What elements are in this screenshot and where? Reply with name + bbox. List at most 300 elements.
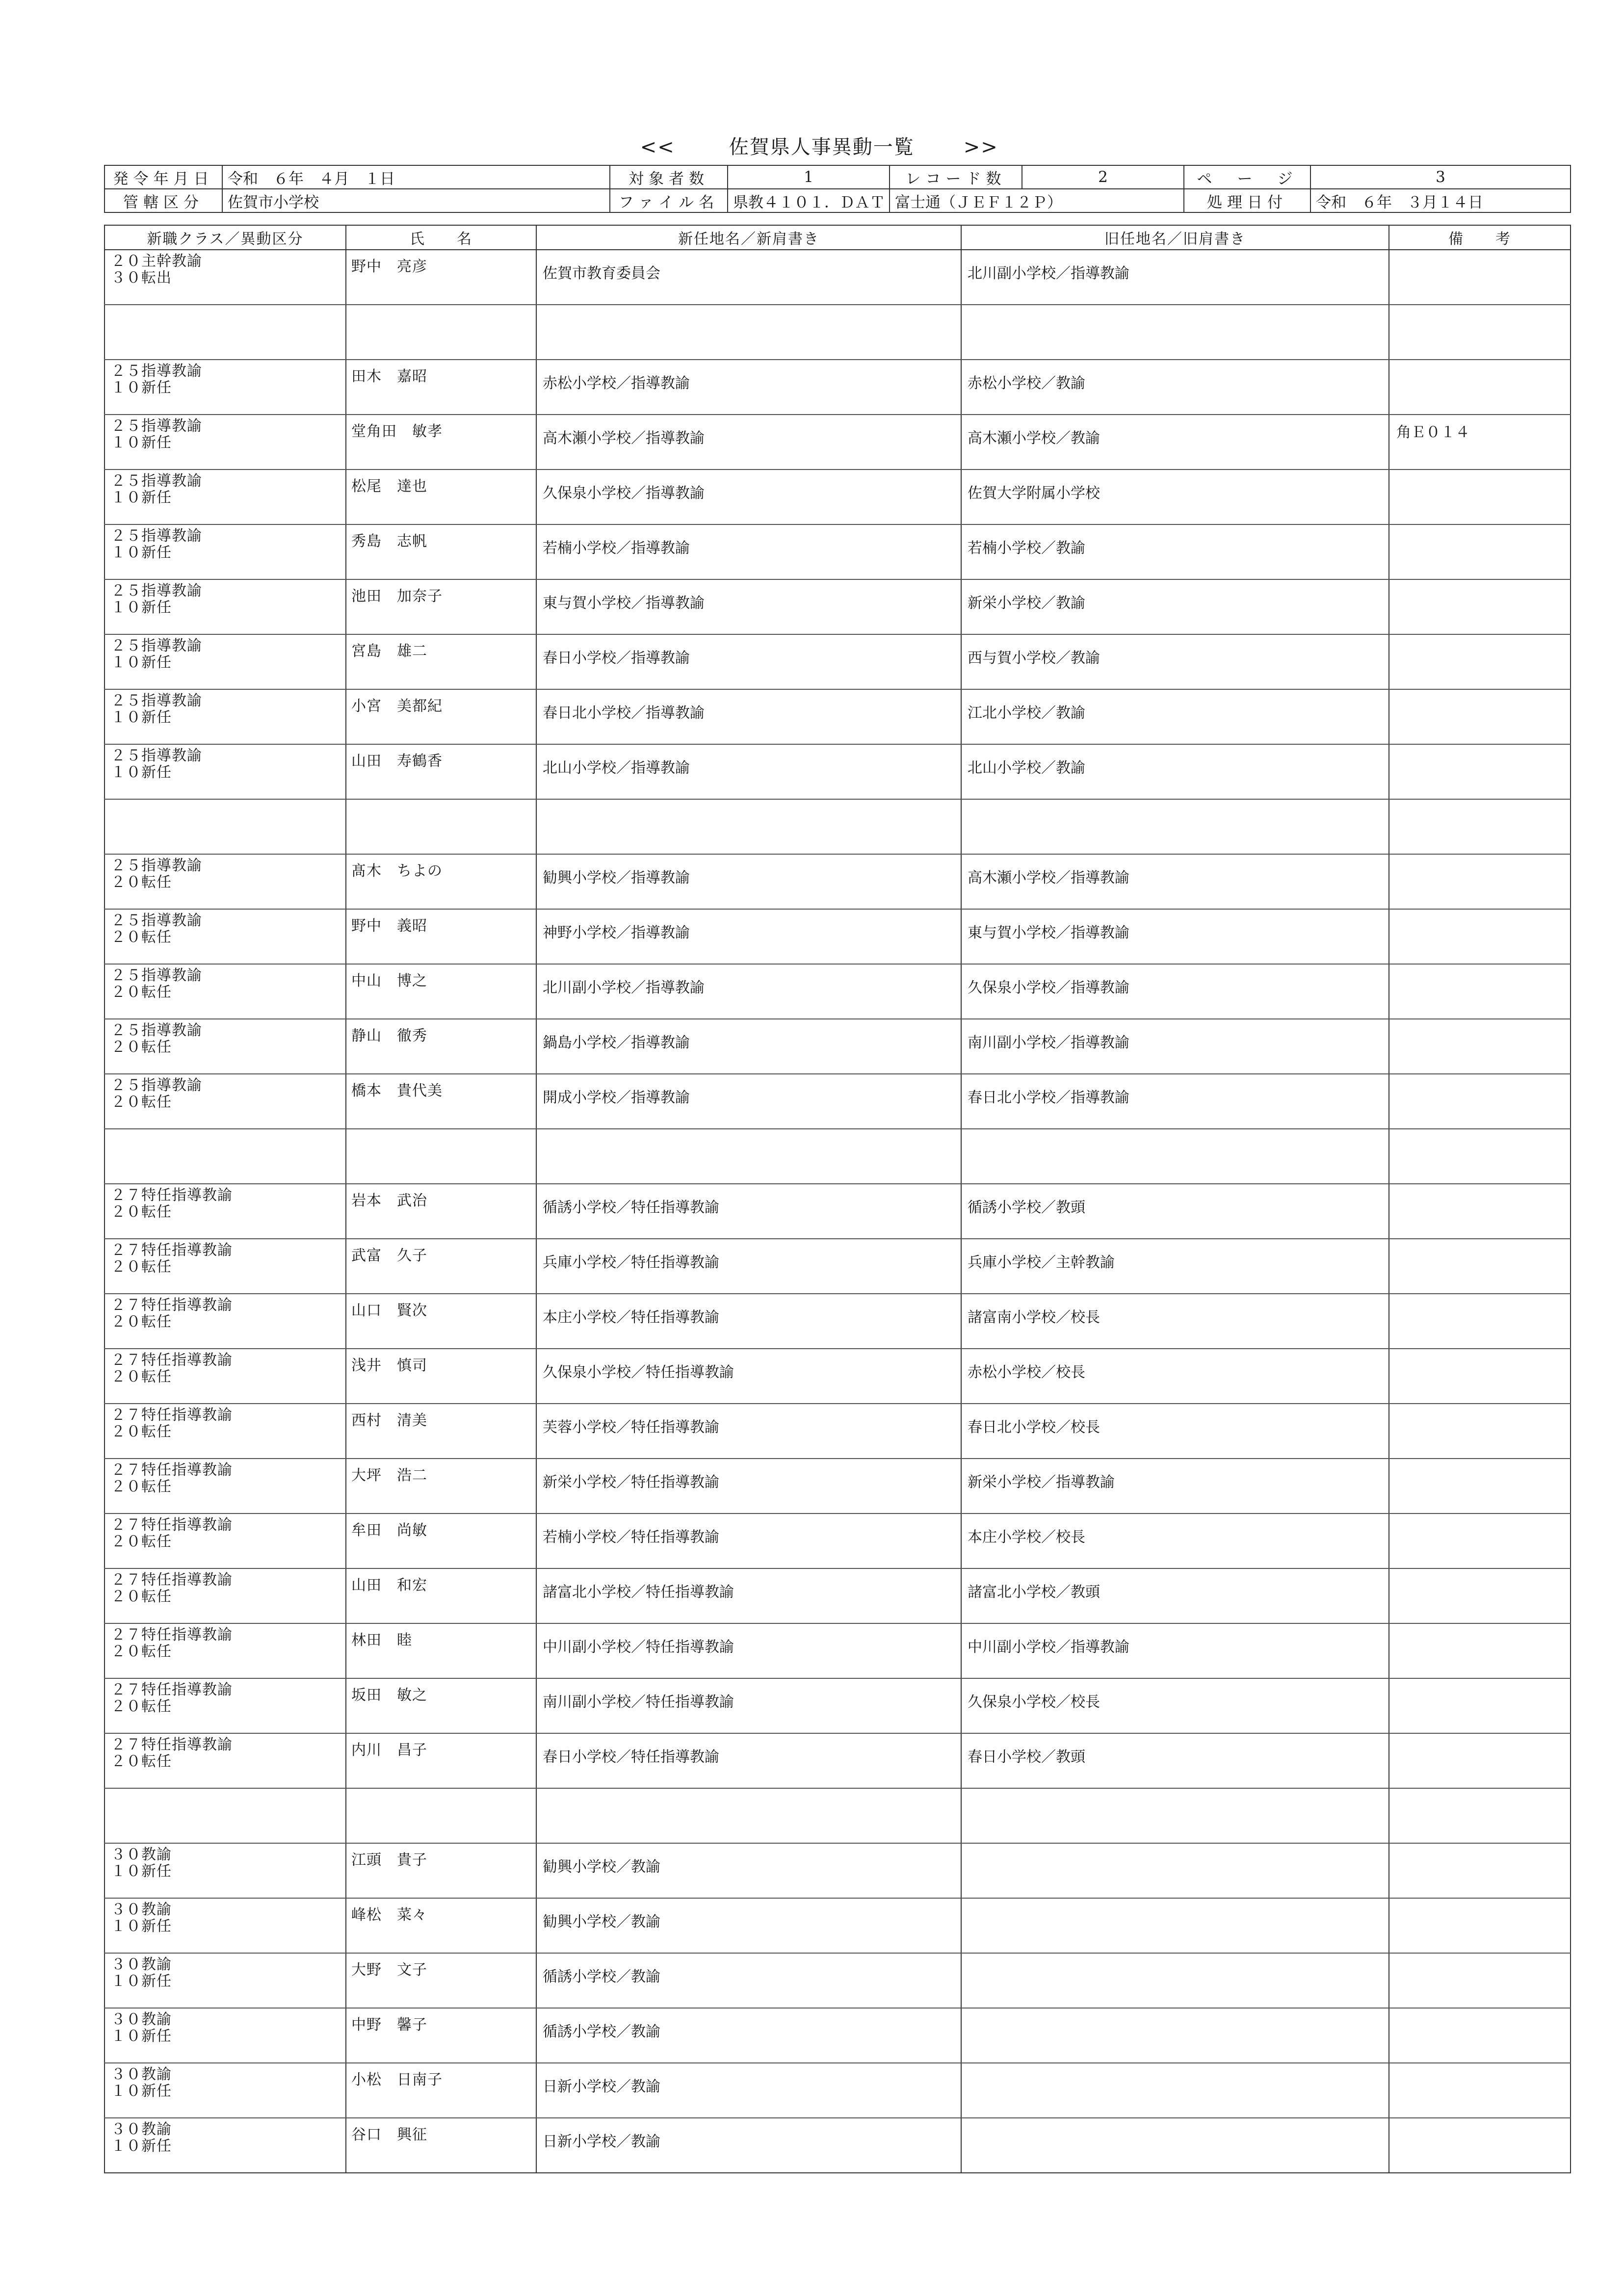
class-cell — [105, 1129, 346, 1184]
name-cell-text: 小松 日南子 — [351, 2071, 443, 2088]
class-cell — [105, 250, 346, 305]
header-row-1 — [105, 165, 1571, 189]
old-post-cell — [961, 634, 1389, 689]
old-post-cell-text — [962, 1899, 1388, 1909]
new-post-cell — [536, 2008, 961, 2063]
old-post-cell — [961, 305, 1389, 360]
header-row-2 — [105, 189, 1571, 212]
new-post-cell — [536, 415, 961, 470]
class-cell-text: ２５指導教諭 １０新任 — [111, 582, 202, 616]
name-cell — [346, 799, 536, 854]
name-cell — [346, 1184, 536, 1239]
class-cell — [105, 1953, 346, 2008]
new-post-cell-text: 春日北小学校／指導教諭 — [543, 704, 705, 722]
new-post-cell-text: 循誘小学校／特任指導教諭 — [543, 1199, 719, 1216]
old-post-cell-text: 高木瀬小学校／指導教諭 — [968, 869, 1129, 887]
old-post-cell — [961, 1843, 1389, 1898]
class-cell — [105, 634, 346, 689]
remarks-cell — [1389, 1074, 1571, 1129]
old-post-cell-text: 新栄小学校／教諭 — [968, 595, 1085, 612]
remarks-cell-text: 角Ｅ０１４ — [1396, 424, 1470, 441]
remarks-cell — [1389, 1733, 1571, 1788]
remarks-cell-text — [1389, 1404, 1570, 1409]
old-post-cell — [961, 1953, 1389, 2008]
table-row — [105, 1129, 1571, 1184]
remarks-cell — [1389, 964, 1571, 1019]
class-cell-text: ２７特任指導教諭 ２０転任 — [111, 1571, 233, 1605]
new-post-cell — [536, 854, 961, 909]
table-row — [105, 799, 1571, 854]
table-row — [105, 1788, 1571, 1843]
old-post-cell — [961, 1074, 1389, 1129]
new-post-cell-text: 高木瀬小学校／指導教諭 — [543, 430, 705, 447]
document-title — [0, 109, 1624, 159]
name-cell — [346, 1129, 536, 1184]
name-cell-text: 秀島 志帆 — [351, 533, 427, 550]
old-post-cell — [961, 1459, 1389, 1513]
table-row — [105, 909, 1571, 964]
old-post-cell — [961, 1788, 1389, 1843]
new-post-cell — [536, 1953, 961, 2008]
new-post-cell-text: 日新小学校／教諭 — [543, 2078, 660, 2095]
name-cell-text: 中山 博之 — [351, 972, 427, 990]
col-header-old-post: 旧任地名／旧肩書き — [961, 225, 1389, 250]
old-post-cell-text: 北山小学校／教諭 — [968, 759, 1085, 777]
remarks-cell — [1389, 854, 1571, 909]
table-row — [105, 1843, 1571, 1898]
remarks-cell — [1389, 1294, 1571, 1349]
jurisdiction-label: 管轄区分 — [105, 189, 222, 212]
remarks-cell-text — [1389, 1129, 1570, 1134]
new-post-cell — [536, 799, 961, 854]
remarks-cell — [1389, 415, 1571, 470]
name-cell — [346, 689, 536, 744]
class-cell-text: ３０教諭 １０新任 — [111, 1846, 172, 1880]
old-post-cell-text: 赤松小学校／校長 — [968, 1364, 1085, 1381]
remarks-cell-text — [1389, 360, 1570, 365]
table-row — [105, 1733, 1571, 1788]
new-post-cell-text — [537, 1129, 961, 1140]
process-date-value: 令和 ６年 ３月１４日 — [1310, 189, 1571, 212]
remarks-cell-text — [1389, 1184, 1570, 1189]
class-cell — [105, 1898, 346, 1953]
class-cell-text: ２７特任指導教諭 ２０転任 — [111, 1407, 233, 1440]
remarks-cell — [1389, 524, 1571, 579]
class-cell-text: ３０教諭 １０新任 — [111, 2066, 172, 2100]
new-post-cell-text: 東与賀小学校／指導教諭 — [543, 595, 705, 612]
new-post-cell-text: 循誘小学校／教諭 — [543, 2023, 660, 2040]
new-post-cell-text: 佐賀市教育委員会 — [543, 265, 660, 282]
remarks-cell-text — [1389, 635, 1570, 640]
name-cell — [346, 524, 536, 579]
table-row — [105, 964, 1571, 1019]
old-post-cell — [961, 250, 1389, 305]
page-label: ペ ー ジ — [1184, 165, 1310, 189]
new-post-cell — [536, 2118, 961, 2173]
col-header-remarks: 備 考 — [1389, 225, 1571, 250]
new-post-cell-text: 赤松小学校／指導教諭 — [543, 375, 690, 392]
new-post-cell-text — [537, 800, 961, 810]
target-count-value: 1 — [728, 165, 890, 189]
old-post-cell — [961, 1349, 1389, 1404]
new-post-cell — [536, 1184, 961, 1239]
name-cell — [346, 1843, 536, 1898]
col-header-name: 氏 名 — [346, 225, 536, 250]
new-post-cell-text: 南川副小学校／特任指導教諭 — [543, 1694, 734, 1711]
new-post-cell-text: 久保泉小学校／指導教諭 — [543, 485, 705, 502]
class-cell — [105, 1404, 346, 1459]
remarks-cell — [1389, 1513, 1571, 1568]
remarks-cell-text — [1389, 1459, 1570, 1464]
name-cell-text — [346, 1129, 536, 1133]
remarks-cell — [1389, 1623, 1571, 1678]
class-cell-text: ２５指導教諭 ２０転任 — [111, 912, 202, 946]
old-post-cell — [961, 689, 1389, 744]
old-post-cell-text: 新栄小学校／指導教諭 — [968, 1474, 1115, 1491]
file-name-value: 県教４１０１．ＤＡＴ — [728, 189, 890, 212]
old-post-cell-text: 久保泉小学校／指導教諭 — [968, 979, 1129, 996]
remarks-cell-text — [1389, 1679, 1570, 1684]
class-cell — [105, 1568, 346, 1623]
class-cell-text: ３０教諭 １０新任 — [111, 1901, 172, 1935]
file-name-label: ファイル名 — [610, 189, 728, 212]
class-cell — [105, 1019, 346, 1074]
name-cell-text: 山田 和宏 — [351, 1577, 427, 1594]
name-cell — [346, 1459, 536, 1513]
old-post-cell — [961, 744, 1389, 799]
old-post-cell — [961, 1239, 1389, 1294]
table-row — [105, 579, 1571, 634]
name-cell-text: 坂田 敏之 — [351, 1687, 427, 1704]
remarks-cell-text — [1389, 250, 1570, 255]
new-post-cell-text: 循誘小学校／教諭 — [543, 1968, 660, 1985]
table-row — [105, 415, 1571, 470]
table-row — [105, 854, 1571, 909]
old-post-cell-text: 中川副小学校／指導教諭 — [968, 1639, 1129, 1656]
name-cell-text: 武富 久子 — [351, 1247, 427, 1264]
name-cell-text: 野中 亮彦 — [351, 258, 427, 275]
remarks-cell-text — [1389, 800, 1570, 805]
remarks-cell — [1389, 1459, 1571, 1513]
name-cell-text: 松尾 達也 — [351, 478, 427, 495]
class-cell-text: ２７特任指導教諭 ２０転任 — [111, 1516, 233, 1550]
remarks-cell — [1389, 909, 1571, 964]
old-post-cell — [961, 524, 1389, 579]
new-post-cell-text: 日新小学校／教諭 — [543, 2133, 660, 2150]
old-post-cell — [961, 1513, 1389, 1568]
class-cell — [105, 964, 346, 1019]
new-post-cell — [536, 634, 961, 689]
new-post-cell — [536, 909, 961, 964]
table-row — [105, 250, 1571, 305]
new-post-cell-text: 勧興小学校／教諭 — [543, 1913, 660, 1931]
process-date-label: 処理日付 — [1184, 189, 1310, 212]
old-post-cell-text: 春日北小学校／校長 — [968, 1419, 1100, 1436]
remarks-cell — [1389, 689, 1571, 744]
old-post-cell — [961, 1019, 1389, 1074]
class-cell-text: ２７特任指導教諭 ２０転任 — [111, 1736, 233, 1770]
class-cell-text — [105, 305, 345, 308]
class-cell — [105, 305, 346, 360]
name-cell-text: 静山 徹秀 — [351, 1027, 427, 1044]
name-cell — [346, 1404, 536, 1459]
name-cell — [346, 1568, 536, 1623]
table-row — [105, 1513, 1571, 1568]
old-post-cell-text: 春日北小学校／指導教諭 — [968, 1089, 1129, 1106]
remarks-cell-text — [1389, 1569, 1570, 1574]
class-cell-text: ３０教諭 １０新任 — [111, 2121, 172, 2155]
remarks-cell — [1389, 1568, 1571, 1623]
name-cell-text: 西村 清美 — [351, 1412, 427, 1429]
new-post-cell-text: 鍋島小学校／指導教諭 — [543, 1034, 690, 1051]
new-post-cell — [536, 1294, 961, 1349]
class-cell-text: ２７特任指導教諭 ２０転任 — [111, 1352, 233, 1385]
new-post-cell-text: 新栄小学校／特任指導教諭 — [543, 1474, 719, 1491]
table-row — [105, 1459, 1571, 1513]
new-post-cell — [536, 470, 961, 524]
name-cell — [346, 1788, 536, 1843]
remarks-cell — [1389, 1898, 1571, 1953]
name-cell — [346, 579, 536, 634]
remarks-cell — [1389, 2008, 1571, 2063]
class-cell — [105, 470, 346, 524]
class-cell — [105, 1184, 346, 1239]
old-post-cell-text: 若楠小学校／教諭 — [968, 540, 1085, 557]
old-post-cell — [961, 2063, 1389, 2118]
old-post-cell-text — [962, 1954, 1388, 1964]
name-cell-text: 内川 昌子 — [351, 1742, 427, 1759]
class-cell-text: ２７特任指導教諭 ２０転任 — [111, 1626, 233, 1660]
new-post-cell — [536, 1129, 961, 1184]
old-post-cell-text — [962, 2063, 1388, 2074]
class-cell — [105, 524, 346, 579]
old-post-cell-text: 赤松小学校／教諭 — [968, 375, 1085, 392]
class-cell-text: ２５指導教諭 ２０転任 — [111, 967, 202, 1001]
new-post-cell — [536, 2063, 961, 2118]
name-cell — [346, 1239, 536, 1294]
new-post-cell — [536, 1843, 961, 1898]
title-text: 佐賀県人事異動一覧 — [729, 136, 915, 158]
name-cell-text: 中野 馨子 — [351, 2016, 427, 2034]
remarks-cell-text — [1389, 1514, 1570, 1519]
name-cell-text: 宮島 雄二 — [351, 643, 427, 660]
table-row — [105, 634, 1571, 689]
remarks-cell-text — [1389, 1954, 1570, 1958]
class-cell-text: ２５指導教諭 １０新任 — [111, 527, 202, 561]
old-post-cell — [961, 360, 1389, 415]
remarks-cell — [1389, 579, 1571, 634]
remarks-cell — [1389, 1953, 1571, 2008]
remarks-cell-text — [1389, 1349, 1570, 1354]
class-cell — [105, 415, 346, 470]
name-cell — [346, 2063, 536, 2118]
name-cell — [346, 1074, 536, 1129]
class-cell — [105, 1459, 346, 1513]
new-post-cell-text: 春日小学校／特任指導教諭 — [543, 1748, 719, 1766]
class-cell — [105, 1733, 346, 1788]
remarks-cell — [1389, 2063, 1571, 2118]
new-post-cell-text: 神野小学校／指導教諭 — [543, 924, 690, 941]
old-post-cell-text — [962, 1129, 1388, 1140]
name-cell-text: 小宮 美都紀 — [351, 698, 443, 715]
new-post-cell — [536, 1459, 961, 1513]
name-cell — [346, 964, 536, 1019]
remarks-cell-text — [1389, 1074, 1570, 1079]
table-row — [105, 2063, 1571, 2118]
old-post-cell-text — [962, 2009, 1388, 2019]
class-cell — [105, 854, 346, 909]
name-cell — [346, 1678, 536, 1733]
old-post-cell — [961, 854, 1389, 909]
old-post-cell-text — [962, 800, 1388, 810]
class-cell — [105, 744, 346, 799]
table-row — [105, 1239, 1571, 1294]
name-cell — [346, 1019, 536, 1074]
remarks-cell-text — [1389, 1789, 1570, 1794]
old-post-cell-text: 西与賀小学校／教諭 — [968, 650, 1100, 667]
table-row — [105, 524, 1571, 579]
old-post-cell — [961, 1678, 1389, 1733]
name-cell — [346, 634, 536, 689]
class-cell — [105, 1074, 346, 1129]
class-cell-text — [105, 1129, 345, 1132]
new-post-cell-text: 勧興小学校／教諭 — [543, 1858, 660, 1876]
new-post-cell-text — [537, 305, 961, 316]
new-post-cell — [536, 689, 961, 744]
remarks-cell — [1389, 305, 1571, 360]
old-post-cell-text: 久保泉小学校／校長 — [968, 1694, 1100, 1711]
header-info-table — [104, 165, 1571, 213]
remarks-cell-text — [1389, 525, 1570, 530]
remarks-cell — [1389, 1129, 1571, 1184]
class-cell-text: ２７特任指導教諭 ２０転任 — [111, 1187, 233, 1221]
new-post-cell — [536, 1019, 961, 1074]
new-post-cell — [536, 964, 961, 1019]
table-row — [105, 1349, 1571, 1404]
table-row — [105, 1623, 1571, 1678]
name-cell — [346, 744, 536, 799]
old-post-cell — [961, 470, 1389, 524]
table-row — [105, 305, 1571, 360]
remarks-cell-text — [1389, 1239, 1570, 1244]
new-post-cell — [536, 1623, 961, 1678]
class-cell — [105, 1349, 346, 1404]
remarks-cell — [1389, 1349, 1571, 1404]
class-cell — [105, 1513, 346, 1568]
table-row — [105, 1019, 1571, 1074]
name-cell — [346, 360, 536, 415]
name-cell-text: 大坪 浩二 — [351, 1467, 427, 1484]
new-post-cell — [536, 1239, 961, 1294]
title-left-bracket: << — [640, 136, 675, 158]
class-cell-text: ２７特任指導教諭 ２０転任 — [111, 1461, 233, 1495]
name-cell-text: 谷口 興征 — [351, 2126, 427, 2143]
name-cell — [346, 909, 536, 964]
name-cell-text: 浅井 慎司 — [351, 1357, 427, 1374]
remarks-cell-text — [1389, 2063, 1570, 2068]
class-cell — [105, 1239, 346, 1294]
remarks-cell-text — [1389, 1844, 1570, 1849]
old-post-cell-text — [962, 2118, 1388, 2129]
old-post-cell-text: 春日小学校／教頭 — [968, 1748, 1085, 1766]
remarks-cell-text — [1389, 580, 1570, 585]
remarks-cell — [1389, 799, 1571, 854]
remarks-cell — [1389, 250, 1571, 305]
remarks-cell-text — [1389, 2009, 1570, 2013]
remarks-cell-text — [1389, 745, 1570, 750]
new-post-cell — [536, 1898, 961, 1953]
class-cell-text — [105, 800, 345, 803]
class-cell-text: ２７特任指導教諭 ２０転任 — [111, 1681, 233, 1715]
system-value: 富士通（ＪＥＦ１２Ｐ） — [890, 189, 1184, 212]
new-post-cell-text: 中川副小学校／特任指導教諭 — [543, 1639, 734, 1656]
target-count-label: 対象者数 — [610, 165, 728, 189]
new-post-cell — [536, 1074, 961, 1129]
name-cell — [346, 415, 536, 470]
class-cell — [105, 1843, 346, 1898]
table-row — [105, 1953, 1571, 2008]
new-post-cell — [536, 1568, 961, 1623]
new-post-cell-text: 芙蓉小学校／特任指導教諭 — [543, 1419, 719, 1436]
class-cell — [105, 2008, 346, 2063]
class-cell — [105, 2118, 346, 2173]
old-post-cell-text: 東与賀小学校／指導教諭 — [968, 924, 1129, 941]
class-cell — [105, 1678, 346, 1733]
table-row — [105, 360, 1571, 415]
old-post-cell-text: 本庄小学校／校長 — [968, 1529, 1085, 1546]
old-post-cell-text: 北川副小学校／指導教諭 — [968, 265, 1129, 282]
old-post-cell — [961, 1129, 1389, 1184]
new-post-cell-text: 春日小学校／指導教諭 — [543, 650, 690, 667]
old-post-cell — [961, 1568, 1389, 1623]
table-row — [105, 1678, 1571, 1733]
name-cell-text — [346, 305, 536, 309]
new-post-cell — [536, 1513, 961, 1568]
name-cell-text: 堂角田 敏孝 — [351, 423, 443, 440]
old-post-cell-text: 兵庫小学校／主幹教諭 — [968, 1254, 1115, 1271]
old-post-cell — [961, 964, 1389, 1019]
old-post-cell — [961, 1184, 1389, 1239]
remarks-cell — [1389, 470, 1571, 524]
old-post-cell-text — [962, 1789, 1388, 1800]
name-cell-text: 林田 睦 — [351, 1632, 412, 1649]
remarks-cell — [1389, 634, 1571, 689]
name-cell — [346, 1513, 536, 1568]
new-post-cell-text: 若楠小学校／特任指導教諭 — [543, 1529, 719, 1546]
table-row — [105, 1404, 1571, 1459]
new-post-cell — [536, 360, 961, 415]
name-cell — [346, 470, 536, 524]
old-post-cell-text: 諸富南小学校／校長 — [968, 1309, 1100, 1326]
old-post-cell-text — [962, 1844, 1388, 1854]
new-post-cell — [536, 305, 961, 360]
class-cell-text: ２５指導教諭 １０新任 — [111, 417, 202, 451]
name-cell — [346, 1349, 536, 1404]
issue-date-label: 発令年月日 — [105, 165, 222, 189]
old-post-cell — [961, 799, 1389, 854]
class-cell-text: ３０教諭 １０新任 — [111, 2011, 172, 2045]
name-cell — [346, 250, 536, 305]
table-row — [105, 744, 1571, 799]
name-cell — [346, 1623, 536, 1678]
new-post-cell — [536, 579, 961, 634]
old-post-cell — [961, 1733, 1389, 1788]
table-row — [105, 1294, 1571, 1349]
name-cell — [346, 1294, 536, 1349]
class-cell-text: ２５指導教諭 １０新任 — [111, 363, 202, 396]
name-cell-text: 岩本 武治 — [351, 1192, 427, 1209]
remarks-cell-text — [1389, 1624, 1570, 1629]
